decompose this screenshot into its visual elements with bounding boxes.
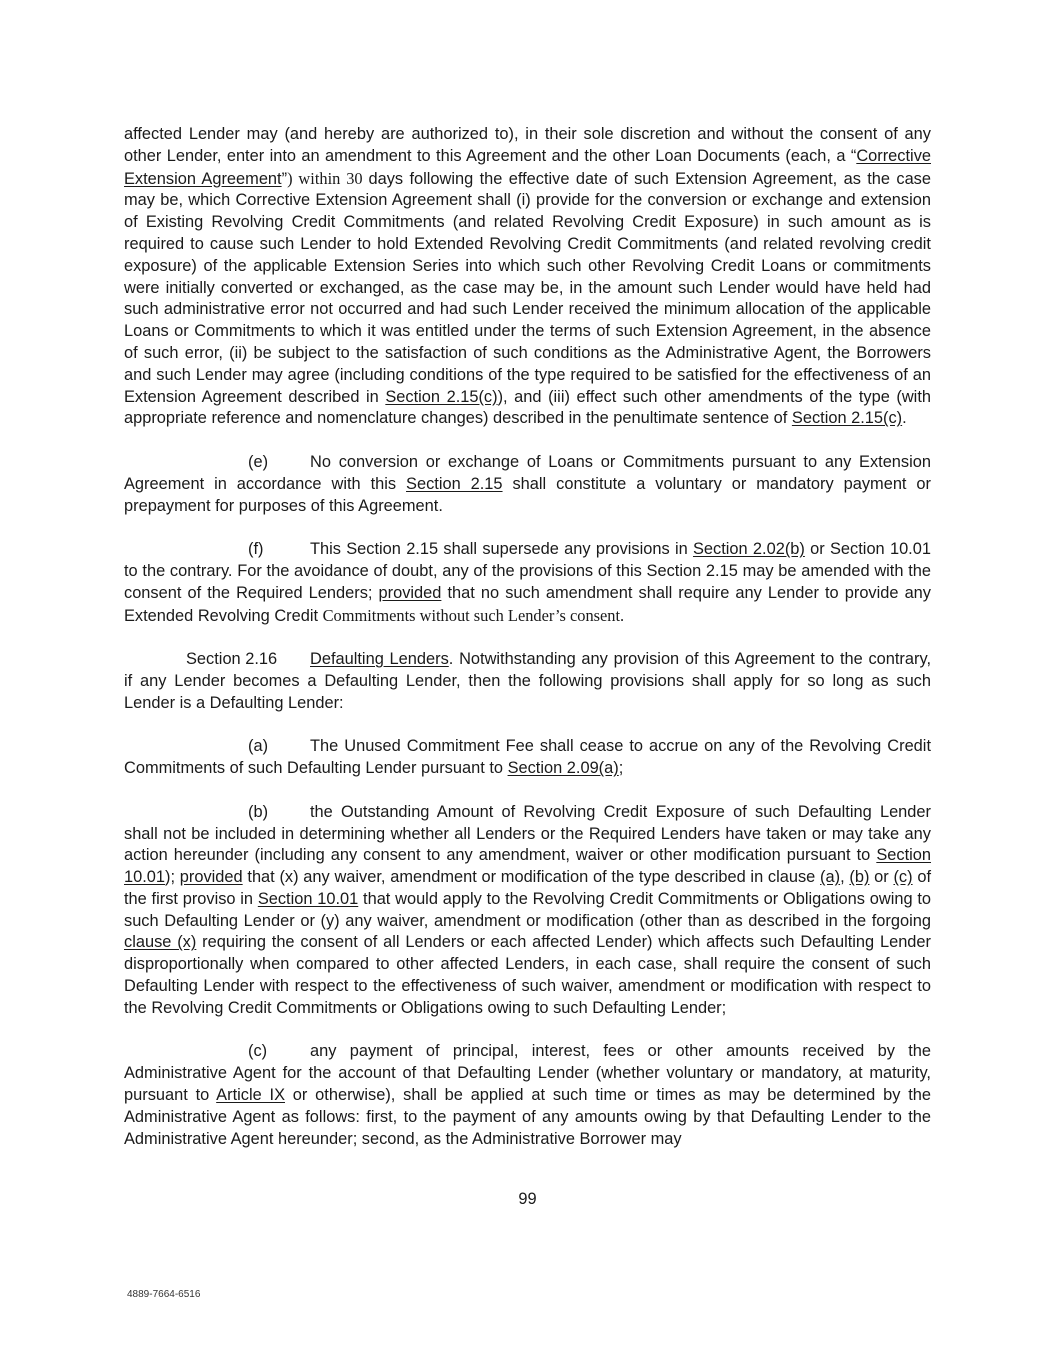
page-number: 99: [518, 1190, 537, 1208]
document-id: 4889-7664-6516: [127, 1289, 201, 1300]
proviso-term: provided: [378, 583, 442, 602]
section-reference: Section 2.02(b): [692, 540, 805, 559]
section-2-16-heading: Section 2.16 Defaulting Lenders. Notwithstanding any provision of this Agreement to the contrary, if any Lender becomes a Defaulting Lender, then the following provisions shall apply for so long as such Lender is a Defaulting Lender:: [124, 650, 932, 712]
clause-reference: (c): [893, 868, 913, 887]
clause-label: (c): [248, 1042, 268, 1061]
paragraph-e: (e) No conversion or exchange of Loans or Commitments pursuant to any Extension Agreement in accordance with this Section 2.15 shall constitute a voluntary or mandatory payment or prepayment for purposes of this Agreement.: [124, 452, 931, 515]
section-reference: Section 2.15: [406, 474, 503, 493]
section-reference: Section 2.15(c): [791, 409, 903, 428]
document-body: [124, 124, 931, 1150]
clause-label: (b): [248, 802, 269, 821]
paragraph-b: (b) the Outstanding Amount of Revolving Credit Exposure of such Defaulting Lender shall not be included in determining whether all Lenders or the Required Lenders have taken or may take any action hereunder (including any consent to any amendment, waiver or other modification pursuant to Section 10.01); provided that (x) any waiver, amendment or modification of the type described in clause (a), (b) or (c) of the first proviso in Section 10.01 that would apply to the Revolving Credit Commitments or Obligations owing to such Defaulting Lender or (y) any waiver, amendment or modification (other than as described in the forgoing clause (x) requiring the consent of all Lenders or each affected Lender) which affects such Defaulting Lender disproportionally when compared to other affected Lenders, in each case, shall require the consent of such Defaulting Lender with respect to the effectiveness of such waiver, amendment or modification with respect to the Revolving Credit Commitments or Obligations owing to such Defaulting Lender;: [124, 802, 931, 1017]
clause-label: (f): [248, 540, 264, 559]
section-reference: Section 10.01: [257, 889, 359, 908]
paragraph-c: (c) any payment of principal, interest, fees or other amounts received by the Administrative Agent for the account of that Defaulting Lender (whether voluntary or mandatory, at maturity, pursuant to Article IX or otherwise), shall be applied at such time or times as may be determined by the Administrative Agent as follows: first, to the payment of any amounts owing by that Defaulting Lender to the Administrative Agent hereunder; second, as the Administrative Borrower may: [124, 1042, 931, 1148]
clause-label: (a): [248, 737, 269, 756]
section-title: Defaulting Lenders: [310, 650, 449, 669]
proviso-term: provided: [179, 868, 243, 887]
section-reference: Section 2.09(a): [507, 759, 619, 778]
paragraph-f: (f) This Section 2.15 shall supersede any provisions in Section 2.02(b) or Section 10.01 to the contrary. For the avoidance of doubt, any of the provisions of this Section 2.15 may be amended with the consent of the Required Lenders; provided that no such amendment shall require any Lender to provide any Extended Revolving Credit Commitments without such Lender’s consent.: [124, 540, 931, 625]
section-number: Section 2.16: [186, 650, 278, 669]
clause-reference: clause (x): [124, 933, 197, 952]
paragraph-continuation: affected Lender may (and hereby are authorized to), in their sole discretion and without the consent of any other Lender, enter into an amendment to this Agreement and the other Loan Documents (each, a “Corrective Extension Agreement”) within 30 days following the effective date of such Extension Agreement, as the case may be, which Corrective Extension Agreement shall (i) provide for the conversion or exchange and extension of Existing Revolving Credit Commitments (and related Revolving Credit Exposure) in such amount as is required to cause such Lender to hold Extended Revolving Credit Commitments (and related revolving credit exposure) of the applicable Extension Series into which such other Revolving Credit Loans or commitments were initially converted or exchanged, as the case may be, in the amount such Lender would have held had such administrative error not occurred and had such Lender received the minimum allocation of the applicable Loans or Commitments to which it was entitled under the terms of such Extension Agreement, in the absence of such error, (ii) be subject to the satisfaction of such conditions as the Administrative Agent, the Borrowers and such Lender may agree (including conditions of the type required to be satisfied for the effectiveness of an Extension Agreement described in Section 2.15(c)), and (iii) effect such other amendments of the type (with appropriate reference and nomenclature changes) described in the penultimate sentence of Section 2.15(c).: [124, 125, 931, 428]
clause-reference: (b): [849, 868, 870, 887]
section-reference: Section 10.01: [124, 846, 931, 887]
article-reference: Article IX: [216, 1086, 285, 1105]
section-reference: Section 2.15(c): [385, 387, 498, 406]
clause-label: (e): [248, 452, 269, 471]
clause-reference: (a): [820, 868, 841, 887]
paragraph-a: (a) The Unused Commitment Fee shall cease to accrue on any of the Revolving Credit Commitments of such Defaulting Lender pursuant to Section 2.09(a);: [124, 737, 931, 778]
defined-term: Corrective Extension Agreement: [124, 146, 931, 188]
